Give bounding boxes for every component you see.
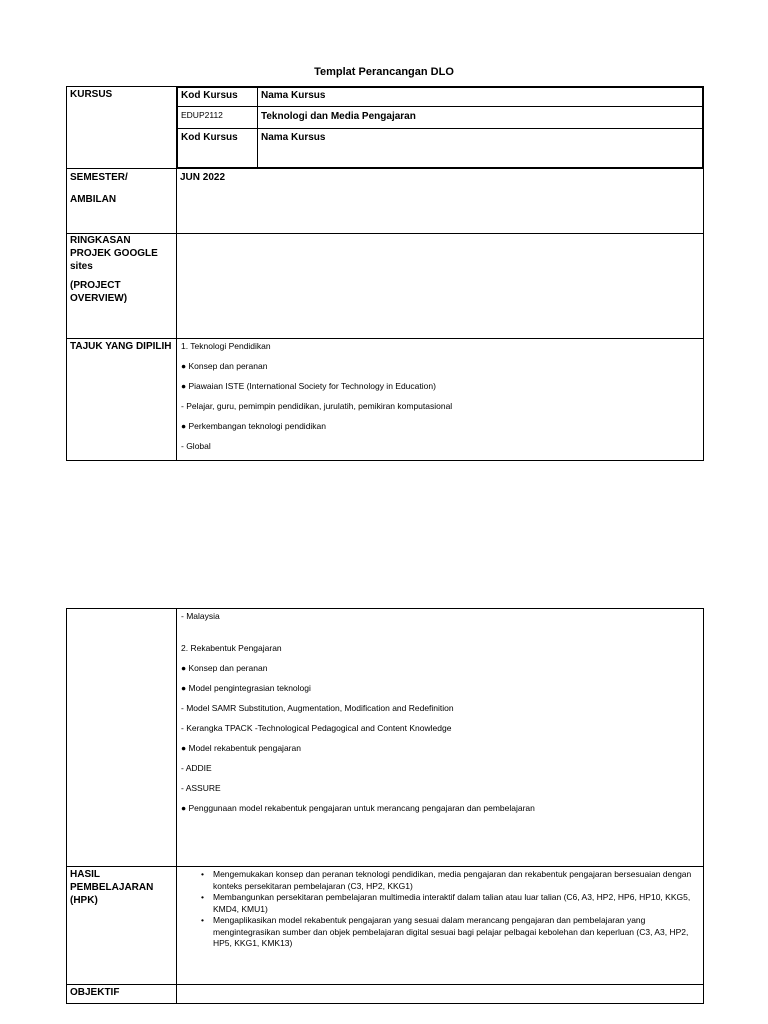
topic-line: - Model SAMR Substitution, Augmentation, Modification and Redefinition [181, 703, 454, 713]
kursus-inner-table [177, 87, 703, 168]
tajuk-list [177, 339, 703, 452]
kursus-label-cell [67, 87, 177, 169]
project-overview-label: (PROJECT OVERVIEW) [70, 280, 128, 304]
topic-line: 2. Rekabentuk Pengajaran [181, 643, 282, 653]
topic-line: ● Penggunaan model rekabentuk pengajaran untuk merancang pengajaran dan pembelajaran [181, 803, 535, 813]
topic-line: ● Model rekabentuk pengajaran [181, 743, 301, 753]
dlo-table-2 [66, 608, 704, 1004]
semester-label: SEMESTER/ [70, 172, 128, 183]
hasil-item: • Mengemukakan konsep dan peranan teknologi pendidikan, media pengajaran dan rekabentuk pengajaran bersesuaian dengan konteks persekitaran pembelajaran (C3, HP2, KKG1) [185, 869, 693, 892]
ambilan-label: AMBILAN [70, 194, 117, 205]
tajuk-continued-label-cell [67, 609, 177, 867]
tajuk-continued-content-cell [177, 609, 704, 867]
nama-kursus-label: Nama Kursus [261, 90, 326, 101]
ringkasan-label-cell [67, 234, 177, 339]
tajuk-label: TAJUK YANG DIPILIH [70, 341, 172, 352]
hasil-label: HASIL PEMBELAJARAN (HPK) [70, 869, 154, 906]
objektif-label-cell [67, 985, 177, 1004]
kod-kursus-value: EDUP2112 [181, 110, 223, 120]
topic-line: - Malaysia [181, 611, 220, 621]
topic-line: ● Model pengintegrasian teknologi [181, 683, 311, 693]
semester-value: JUN 2022 [180, 172, 226, 183]
tajuk-continued-list [177, 609, 703, 814]
topic-line: 1. Teknologi Pendidikan [181, 341, 271, 351]
ringkasan-label: RINGKASAN PROJEK GOOGLE sites [70, 235, 158, 272]
kod-kursus-label-2: Kod Kursus [181, 132, 238, 143]
semester-value-cell [177, 169, 704, 234]
topic-line: ● Konsep dan peranan [181, 361, 268, 371]
dlo-table-1 [66, 86, 704, 461]
kursus-label: KURSUS [70, 89, 113, 100]
hasil-item: • Mengaplikasikan model rekabentuk pengajaran yang sesuai dalam merancang pengajaran dan pembelajaran yang mengintegrasikan sumber dan objek pembelajaran digital sesuai bagi pelajar pelbagai kebolehan dan keperluan (C3, A3, HP2, HP5, KKG1, KMK13) [185, 915, 693, 950]
kod-kursus-label: Kod Kursus [181, 90, 238, 101]
topic-line: ● Piawaian ISTE (International Society for Technology in Education) [181, 381, 436, 391]
hasil-item: • Membangunkan persekitaran pembelajaran multimedia interaktif dalam talian atau luar talian (C6, A3, HP2, HP6, HP10, KKG5, KMD4, KMU1) [185, 892, 693, 915]
topic-line: - Global [181, 441, 211, 451]
nama-kursus-label-2: Nama Kursus [261, 132, 326, 143]
topic-line: - Kerangka TPACK -Technological Pedagogical and Content Knowledge [181, 723, 452, 733]
topic-line: ● Perkembangan teknologi pendidikan [181, 421, 327, 431]
topic-line: - ADDIE [181, 763, 212, 773]
ringkasan-value-cell [177, 234, 704, 339]
hasil-content-cell [177, 867, 704, 985]
topic-line: - Pelajar, guru, pemimpin pendidikan, jurulatih, pemikiran komputasional [181, 401, 453, 411]
document-title: Templat Perancangan DLO [314, 66, 454, 78]
objektif-label: OBJEKTIF [70, 987, 120, 998]
topic-line: - ASSURE [181, 783, 221, 793]
hasil-label-cell [67, 867, 177, 985]
objektif-content-cell [177, 985, 704, 1004]
kursus-info-cell [177, 87, 704, 169]
topic-line: ● Konsep dan peranan [181, 663, 268, 673]
hasil-list [177, 867, 703, 950]
semester-label-cell [67, 169, 177, 234]
nama-kursus-value: Teknologi dan Media Pengajaran [261, 111, 416, 122]
tajuk-content-cell [177, 339, 704, 461]
tajuk-label-cell [67, 339, 177, 461]
